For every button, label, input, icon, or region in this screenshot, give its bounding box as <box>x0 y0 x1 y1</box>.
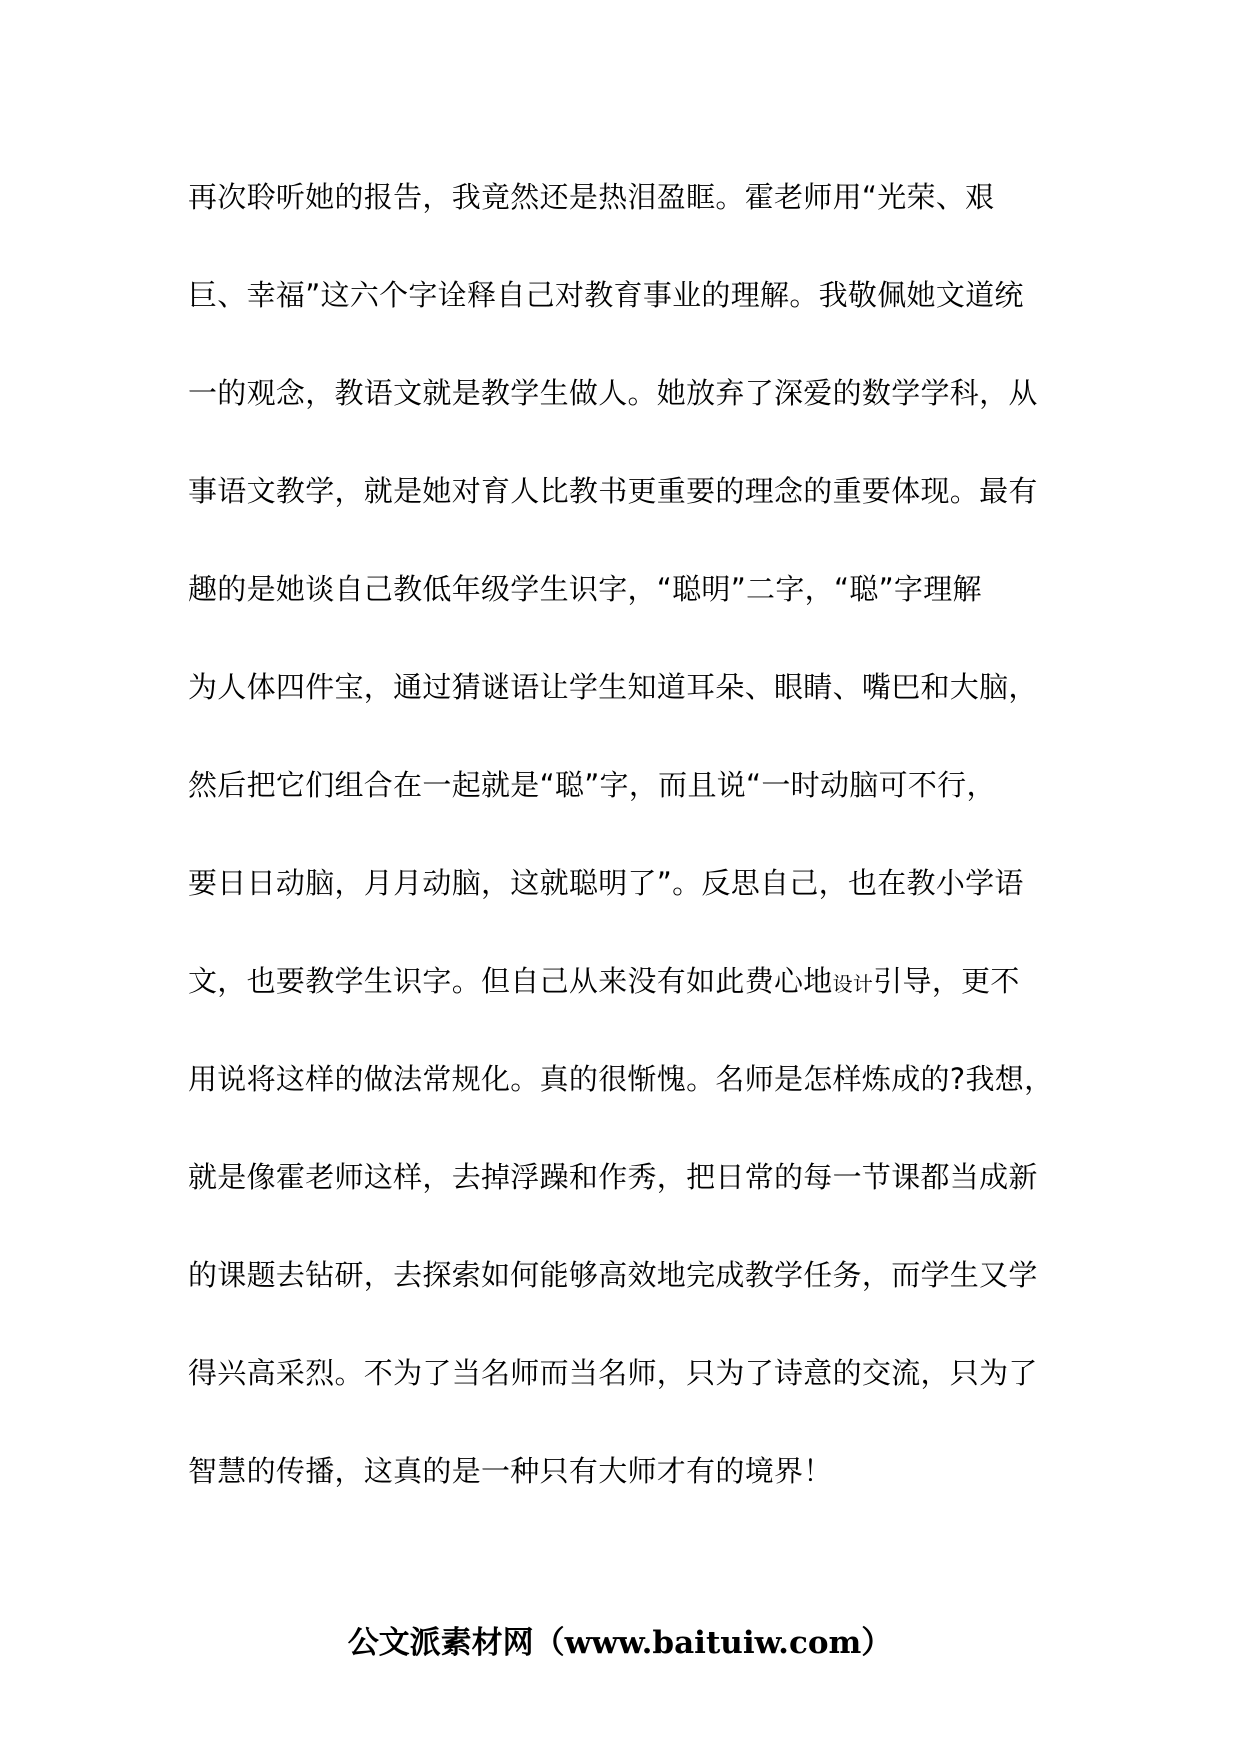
small-text-segment: 设计 <box>832 972 874 996</box>
body-text <box>188 172 1068 1544</box>
text-line: 得兴高采烈。不为了当名师而当名师，只为了诗意的交流，只为了 <box>188 1356 1038 1390</box>
text-line: 智慧的传播，这真的是一种只有大师才有的境界！ <box>188 1454 833 1488</box>
text-segment: 文，也要教学生识字。但自己从来没有如此费心地 <box>188 964 833 998</box>
footer-source: 公文派素材网（www.baituiw.com） <box>347 1625 893 1661</box>
text-line: 趣的是她谈自己教低年级学生识字，“聪明”二字，“聪”字理解 <box>188 572 982 606</box>
text-segment: 引导，更不 <box>873 964 1020 998</box>
text-line: 为人体四件宝，通过猜谜语让学生知道耳朵、眼睛、嘴巴和大脑， <box>188 670 1038 704</box>
text-line: 就是像霍老师这样，去掉浮躁和作秀，把日常的每一节课都当成新 <box>188 1160 1038 1194</box>
text-line: 一的观念，教语文就是教学生做人。她放弃了深爱的数学学科，从 <box>188 376 1038 410</box>
text-line: 的课题去钻研，去探索如何能够高效地完成教学任务，而学生又学 <box>188 1258 1038 1292</box>
text-line: 要日日动脑，月月动脑，这就聪明了”。反思自己，也在教小学语 <box>188 866 1024 900</box>
text-line: 然后把它们组合在一起就是“聪”字，而且说“一时动脑可不行， <box>188 768 996 802</box>
text-line: 巨、幸福”这六个字诠释自己对教育事业的理解。我敬佩她文道统 <box>188 278 1024 312</box>
text-line: 用说将这样的做法常规化。真的很惭愧。名师是怎样炼成的?我想， <box>188 1062 1054 1096</box>
text-line: 再次聆听她的报告，我竟然还是热泪盈眶。霍老师用“光荣、艰 <box>188 180 995 214</box>
text-line <box>188 956 1068 1054</box>
text-line: 事语文教学，就是她对育人比教书更重要的理念的重要体现。最有 <box>188 474 1038 508</box>
